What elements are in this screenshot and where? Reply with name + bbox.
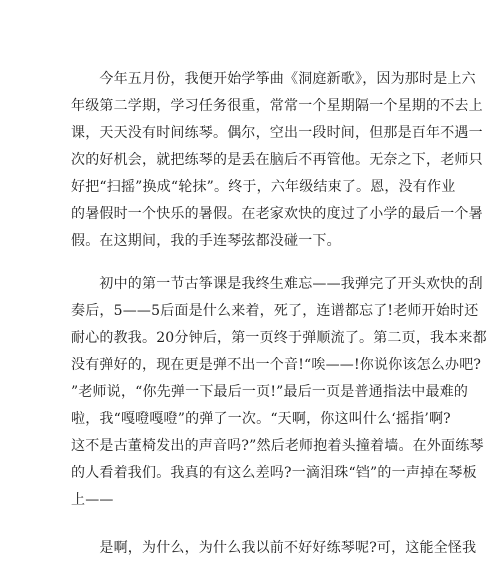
text-line: 耐心的教我。20分钟后，第一页终于弹顺流了。第二页，我本来都 xyxy=(71,330,487,346)
text-line: 初中的第一节古筝课是我终生难忘——我弹完了开头欢快的刮 xyxy=(71,276,483,292)
text-line: 是啊，为什么，为什么我以前不好好练琴呢?可，这能全怪我 xyxy=(71,540,477,556)
paragraph-3 xyxy=(71,535,477,562)
text-line: 课，天天没有时间练琴。偶尔，空出一段时间，但那是百年不遇一 xyxy=(71,125,483,141)
text-line: 次的好机会，就把练琴的是丢在脑后不再管他。无奈之下，老师只 xyxy=(71,152,483,168)
text-line: 奏后，5——5后面是什么来着，死了，连谱都忘了!老师开始时还 xyxy=(71,303,479,319)
text-line: 年级第二学期，学习任务很重，常常一个星期隔一个星期的不去上 xyxy=(71,98,483,114)
text-line: 假。在这期间，我的手连琴弦都没碰一下。 xyxy=(71,233,341,249)
text-line: 啦，我“嘎噔嘎噔”的弹了一次。“天啊，你这叫什么‘摇指’啊? xyxy=(71,411,451,427)
text-line: ”老师说，“你先弹一下最后一页!”最后一页是普通指法中最难的 xyxy=(71,384,469,400)
text-line: 这不是古董椅发出的声音吗?”然后老师抱着头撞着墙。在外面练琴 xyxy=(71,438,484,454)
text-line: 的人看着我们。我真的有这么差吗?一滴泪珠“铛”的一声掉在琴板 xyxy=(71,465,477,481)
text-line: 的暑假时一个快乐的暑假。在老家欢快的度过了小学的最后一个暑 xyxy=(71,206,483,222)
text-line: 没有弹好的，现在更是弹不出一个音!“唉——!你说你该怎么办吧? xyxy=(71,357,482,373)
paragraph-1 xyxy=(71,66,483,255)
text-line: 好把“扫摇”换成“轮抹”。终于，六年级结束了。恩，没有作业 xyxy=(71,179,456,195)
text-line: 今年五月份，我便开始学筝曲《洞庭新歌》，因为那时是上六 xyxy=(71,71,476,87)
paragraph-2 xyxy=(71,271,487,514)
text-line: 上—— xyxy=(71,492,114,508)
